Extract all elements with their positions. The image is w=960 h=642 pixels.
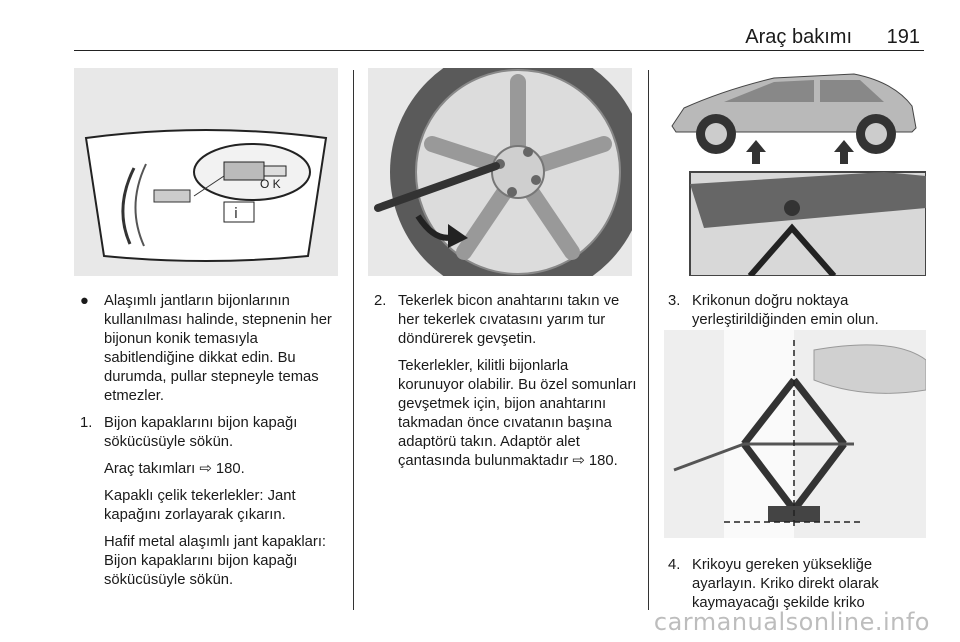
step-number: 2. [374, 293, 387, 309]
paragraph-steel-wheels: Kapaklı çelik tekerlekler: Jant kapağını zorlayarak çıkarın. [104, 488, 296, 523]
step-text: Tekerlek bicon anahtarını takın ve her tekerlek cıvatasını yarım tur döndürerek gevşetin. [398, 293, 620, 347]
bullet-text: Alaşımlı jantların bijonlarının kullanılması halinde, stepnenin her bijonun konik temasıyla sabitlendiğine dikkat edin. Bu durumda, pullar stepneyle temas etmezler. [104, 293, 332, 404]
page-header [74, 22, 924, 51]
ok-label: O K [260, 177, 281, 191]
step-text: Krikoyu gereken yüksekliğe ayarlayın. Kriko direkt olarak kaymayacağı şekilde kriko [692, 557, 879, 611]
bullet-icon: ● [80, 293, 89, 309]
wheel-bolt-figure [74, 68, 338, 276]
wheel-wrench-figure [368, 68, 632, 276]
column-divider [648, 70, 649, 610]
column-1 [80, 292, 342, 598]
step-number: 1. [80, 415, 93, 431]
car-jack-figure [664, 68, 926, 276]
step-number: 3. [668, 293, 681, 309]
reference-tools: Araç takımları ⇨ 180. [104, 461, 245, 477]
step-1 [80, 414, 342, 452]
jack-detail-figure [664, 330, 926, 538]
step-text: Krikonun doğru noktaya yerleştirildiğinden emin olun. [692, 293, 879, 328]
step-4 [668, 556, 926, 613]
column-2 [374, 292, 638, 479]
section-title: Araç bakımı [745, 26, 852, 48]
column-3 [668, 292, 926, 338]
svg-text:i: i [234, 206, 238, 222]
bullet-item [80, 292, 342, 406]
step-text: Bijon kapaklarını bijon kapağı sökücüsüyle sökün. [104, 415, 298, 450]
paragraph-alloy-wheels: Hafif metal alaşımlı jant kapakları: Bijon kapaklarını bijon kapağı sökücüsüyle sökün. [104, 534, 327, 588]
watermark: carmanualsonline.info [653, 608, 930, 636]
step-3 [668, 292, 926, 330]
step-number: 4. [668, 557, 681, 573]
paragraph-locking-bolts: Tekerlekler, kilitli bijonlarla korunuyor olabilir. Bu özel somunları gevşetmek için, bijon anahtarını takmadan önce cıvatanın başına adaptörü takın. Adaptör alet çantasında bulunmaktadır ⇨ 180. [398, 358, 637, 469]
page-number: 191 [886, 26, 920, 48]
step-2 [374, 292, 638, 349]
column-divider [353, 70, 354, 610]
